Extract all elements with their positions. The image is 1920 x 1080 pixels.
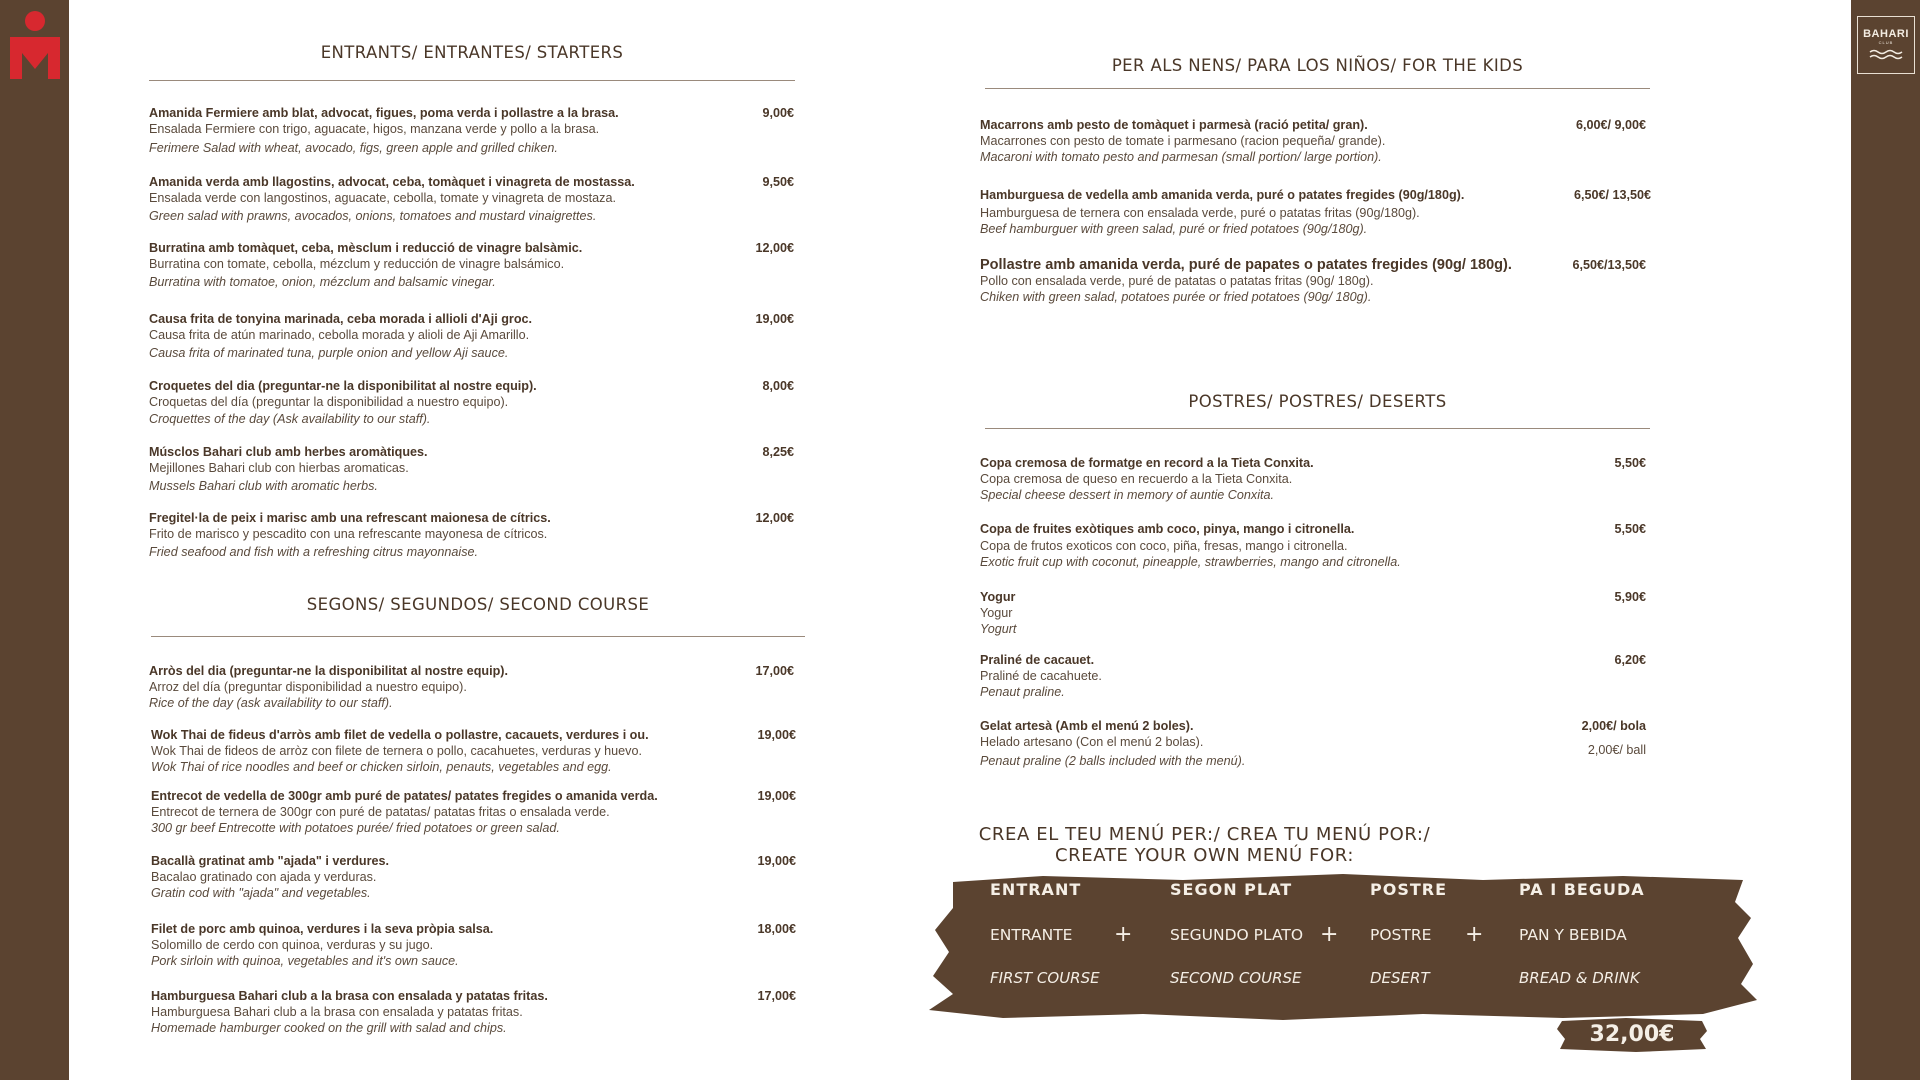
menu-col-4-ca: PA I BEGUDA [1519, 880, 1645, 899]
club-logo-name: BAHARI [1863, 28, 1909, 40]
dessert-item [980, 652, 1646, 700]
starter-item [149, 378, 794, 427]
plus-icon: + [1320, 922, 1339, 947]
menu-col-1-en: FIRST COURSE [990, 969, 1100, 987]
dish-name-ca: Fregitel·la de peix i marisc amb una refrescant maionesa de cítrics. [149, 511, 551, 525]
desserts-title: POSTRES/ POSTRES/ DESERTS [1188, 392, 1447, 411]
second-item [151, 853, 796, 901]
menu-col-2-ca: SEGON PLAT [1170, 880, 1293, 899]
dish-name-es: Ensalada verde con langostinos, aguacate, cebolla, tomate y vinagreta de mostaza. [149, 191, 616, 205]
dish-name-ca: Entrecot de vedella de 300gr amb puré de patates/ patates fregides o amanida verda. [151, 789, 658, 803]
plus-icon: + [1465, 922, 1484, 947]
dish-name-ca: Gelat artesà (Amb el menú 2 boles). [980, 719, 1194, 733]
menu-col-3-es: POSTRE [1370, 926, 1432, 944]
dessert-item [980, 589, 1646, 637]
starters-title: ENTRANTS/ ENTRANTES/ STARTERS [320, 43, 624, 62]
dish-price: 8,00€ [762, 379, 794, 393]
dish-name-en: Causa frita of marinated tuna, purple onion and yellow Aji sauce. [149, 346, 509, 360]
dish-price-alt: 2,00€/ ball [1587, 743, 1646, 757]
menu-col-2-es: SEGUNDO PLATO [1170, 926, 1304, 944]
dish-name-en: Special cheese dessert in memory of auntie Conxita. [980, 488, 1275, 502]
waves-icon [1868, 48, 1904, 62]
dish-name-en: Exotic fruit cup with coconut, pineapple, strawberries, mango and citronella. [980, 555, 1401, 569]
starter-item [149, 105, 794, 156]
menu-price: 32,00€ [1589, 1022, 1675, 1047]
dish-name-es: Copa de frutos exoticos con coco, piña, fresas, mango i citronella. [980, 539, 1348, 553]
dish-name-es: Helado artesano (Con el menú 2 bolas). [980, 735, 1204, 749]
dish-name-ca: Pollastre amb amanida verda, puré de papates o patates fregides (90g/ 180g). [980, 257, 1512, 273]
dish-name-en: Fried seafood and fish with a refreshing citrus mayonnaise. [149, 545, 479, 559]
second-item [151, 788, 796, 836]
dish-price: 19,00€ [757, 789, 796, 803]
dish-name-ca: Copa de fruites exòtiques amb coco, pinya, mango i citronella. [980, 522, 1355, 536]
menu-col-3-ca: POSTRE [1370, 880, 1448, 899]
starter-item [149, 444, 794, 494]
dish-price: 19,00€ [757, 854, 796, 868]
dish-price: 19,00€ [757, 728, 796, 742]
starters-divider [149, 80, 795, 81]
dish-name-ca: Bacallà gratinat amb "ajada" i verdures. [151, 854, 390, 868]
dish-name-en: Chiken with green salad, potatoes purée or fried potatoes (90g/ 180g). [980, 290, 1372, 304]
plus-icon: + [1114, 922, 1133, 947]
dish-name-ca: Músclos Bahari club amb herbes aromàtiques. [149, 445, 428, 459]
second-item [151, 727, 796, 775]
dish-name-es: Bacalao gratinado con ajada y verduras. [151, 870, 377, 884]
dish-name-en: Mussels Bahari club with aromatic herbs. [149, 479, 378, 493]
dish-name-ca: Amanida Fermiere amb blat, advocat, figues, poma verda i pollastre a la brasa. [149, 106, 619, 120]
second-course-title: SEGONS/ SEGUNDOS/ SECOND COURSE [306, 595, 650, 614]
dish-name-ca: Copa cremosa de formatge en record a la Tieta Conxita. [980, 456, 1314, 470]
menu-col-1-ca: ENTRANT [990, 880, 1082, 899]
dish-name-es: Praliné de cacahuete. [980, 669, 1102, 683]
dish-price: 6,00€/ 9,00€ [1575, 118, 1646, 132]
dish-name-ca: Filet de porc amb quinoa, verdures i la seva pròpia salsa. [151, 922, 494, 936]
dish-price: 17,00€ [755, 664, 794, 678]
dish-name-es: Ensalada Fermiere con trigo, aguacate, higos, manzana verde y pollo a la brasa. [149, 122, 600, 136]
dish-name-ca: Amanida verda amb llagostins, advocat, ceba, tomàquet i vinagreta de mostassa. [149, 175, 635, 189]
kids-item [980, 117, 1646, 165]
dish-name-es: Arroz del día (preguntar disponibilidad a nuestro equipo). [149, 680, 467, 694]
menu-col-1-es: ENTRANTE [990, 926, 1073, 944]
dish-name-es: Pollo con ensalada verde, puré de patatas o patatas fritas (90g/ 180g). [980, 274, 1374, 288]
dish-name-ca: Hamburguesa de vedella amb amanida verda, puré o patates fregides (90g/180g). [980, 188, 1465, 202]
dish-price: 5,90€ [1614, 590, 1646, 604]
dish-name-ca: Hamburguesa Bahari club a la brasa con ensalada y patatas fritas. [151, 989, 548, 1003]
dish-name-ca: Causa frita de tonyina marinada, ceba morada i allioli d'Aji groc. [149, 312, 533, 326]
dish-name-ca: Yogur [980, 590, 1016, 604]
dish-name-en: Rice of the day (ask availability to our staff). [149, 696, 393, 710]
own-menu-title: CREA EL TEU MENÚ PER:/ CREA TU MENÚ POR:/ CREATE YOUR OWN MENÚ FOR: [978, 824, 1431, 866]
dish-name-en: Penaut praline (2 balls included with the menú). [980, 754, 1246, 768]
dessert-item [980, 455, 1646, 503]
starter-item [149, 311, 794, 361]
dish-name-en: Homemade hamburger cooked on the grill with salad and chips. [151, 1021, 507, 1035]
dish-price: 18,00€ [757, 922, 796, 936]
dish-price: 12,00€ [755, 511, 794, 525]
kids-divider [985, 88, 1650, 89]
dish-price: 8,25€ [762, 445, 794, 459]
dish-price: 9,00€ [762, 106, 794, 120]
dish-name-es: Causa frita de atún marinado, cebolla morada y alioli de Aji Amarillo. [149, 328, 530, 342]
kids-title: PER ALS NENS/ PARA LOS NIÑOS/ FOR THE KIDS [1111, 56, 1524, 75]
dish-name-en: 300 gr beef Entrecotte with potatoes purée/ fried potatoes or green salad. [151, 821, 560, 835]
dish-name-es: Frito de marisco y pescadito con una refrescante mayonesa de cítricos. [149, 527, 548, 541]
dish-name-en: Gratin cod with "ajada" and vegetables. [151, 886, 371, 900]
kids-item [980, 187, 1651, 237]
dish-name-en: Wok Thai of rice noodles and beef or chicken sirloin, penauts, vegetables and egg. [151, 760, 612, 774]
dish-price: 5,50€ [1614, 456, 1646, 470]
left-brand-bar [0, 0, 69, 1080]
dish-price: 6,20€ [1614, 653, 1646, 667]
dish-name-ca: Wok Thai de fideus d'arròs amb filet de vedella o pollastre, cacauets, verdures i ou. [151, 728, 649, 742]
dish-name-ca: Praliné de cacauet. [980, 653, 1095, 667]
dish-name-en: Pork sirloin with quinoa, vegetables and it's own sauce. [151, 954, 459, 968]
ironman-logo-icon [8, 9, 62, 79]
dish-price: 6,50€/ 13,50€ [1573, 188, 1651, 202]
dessert-item [980, 718, 1646, 769]
dish-name-ca: Macarrons amb pesto de tomàquet i parmesà (ració petita/ gran). [980, 118, 1368, 132]
dish-price: 19,00€ [755, 312, 794, 326]
second-item [149, 663, 794, 711]
dish-name-es: Wok Thai de fideos de arròz con filete de ternera o pollo, cacahuetes, verduras y huevo. [151, 744, 642, 758]
dish-price: 6,50€/13,50€ [1572, 258, 1646, 272]
dish-name-en: Burratina with tomatoe, onion, mézclum and balsamic vinegar. [149, 275, 496, 289]
second-item [151, 921, 796, 969]
dish-price: 9,50€ [762, 175, 794, 189]
dish-name-en: Beef hamburguer with green salad, puré or fried potatoes (90g/180g). [980, 222, 1368, 236]
dish-name-en: Macaroni with tomato pesto and parmesan (small portion/ large portion). [980, 150, 1382, 164]
dish-name-en: Ferimere Salad with wheat, avocado, figs, green apple and grilled chiken. [149, 141, 558, 155]
dish-name-en: Green salad with prawns, avocados, onions, tomatoes and mustard vinaigrettes. [149, 209, 597, 223]
dish-name-es: Entrecot de ternera de 300gr con puré de patatas/ patatas fritas o ensalada verde. [151, 805, 610, 819]
dish-name-en: Yogurt [980, 622, 1017, 636]
dish-name-ca: Croquetes del dia (preguntar-ne la disponibilitat al nostre equip). [149, 379, 537, 393]
dish-name-es: Macarrones con pesto de tomate i parmesano (racion pequeña/ grande). [980, 134, 1386, 148]
dish-name-es: Mejillones Bahari club con hierbas aromaticas. [149, 461, 409, 475]
menu-col-4-es: PAN Y BEBIDA [1519, 926, 1627, 944]
second-course-divider [151, 636, 805, 637]
menu-col-3-en: DESERT [1370, 969, 1430, 987]
dessert-item [980, 521, 1646, 570]
dish-name-en: Croquettes of the day (Ask availability to our staff). [149, 412, 431, 426]
dish-name-ca: Burratina amb tomàquet, ceba, mèsclum i reducció de vinagre balsàmic. [149, 241, 583, 255]
dish-name-es: Copa cremosa de queso en recuerdo a la Tieta Conxita. [980, 472, 1293, 486]
dish-price: 17,00€ [757, 989, 796, 1003]
desserts-divider [985, 428, 1650, 429]
bahari-club-logo [1857, 16, 1915, 74]
right-brand-bar [1851, 0, 1920, 1080]
dish-price: 2,00€/ bola [1581, 719, 1646, 733]
second-item [151, 988, 796, 1036]
starter-item [149, 240, 794, 290]
dish-name-ca: Arròs del dia (preguntar-ne la disponibilitat al nostre equip). [149, 664, 508, 678]
menu-col-2-en: SECOND COURSE [1170, 969, 1302, 987]
menu-col-4-en: BREAD & DRINK [1519, 969, 1640, 987]
dish-name-es: Solomillo de cerdo con quinoa, verduras y su jugo. [151, 938, 434, 952]
dish-price: 12,00€ [755, 241, 794, 255]
dish-name-es: Hamburguesa de ternera con ensalada verde, puré o patatas fritas (90g/180g). [980, 206, 1420, 220]
club-logo-sub: CLUB [1878, 40, 1894, 45]
dish-price: 5,50€ [1614, 522, 1646, 536]
dish-name-en: Penaut praline. [980, 685, 1065, 699]
dish-name-es: Hamburguesa Bahari club a la brasa con ensalada y patatas fritas. [151, 1005, 523, 1019]
starter-item [149, 174, 794, 224]
dish-name-es: Yogur [980, 606, 1013, 620]
kids-item [980, 257, 1646, 305]
dish-name-es: Croquetas del día (preguntar la disponibilidad a nuestro equipo). [149, 395, 509, 409]
dish-name-es: Burratina con tomate, cebolla, mézclum y reducción de vinagre balsámico. [149, 257, 565, 271]
starter-item [149, 510, 794, 560]
